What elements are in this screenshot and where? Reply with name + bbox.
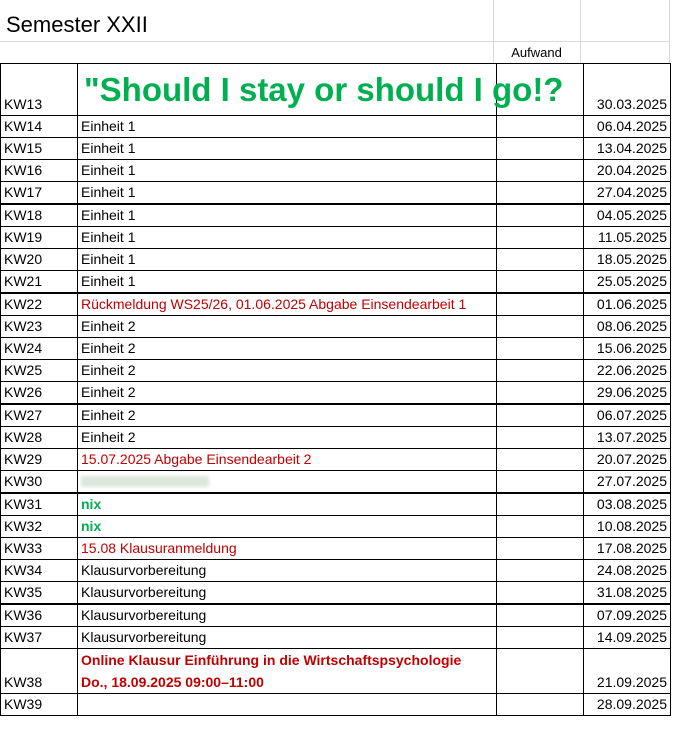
- cell-aufwand[interactable]: [497, 649, 584, 694]
- cell-content[interactable]: Einheit 1: [78, 182, 497, 205]
- cell-kw[interactable]: KW16: [1, 160, 78, 182]
- table-row: [1, 293, 671, 316]
- table-row: [1, 471, 671, 494]
- cell-aufwand[interactable]: [497, 227, 584, 249]
- cell-date[interactable]: 10.08.2025: [584, 516, 671, 538]
- cell-date[interactable]: 31.08.2025: [584, 582, 671, 605]
- cell-date[interactable]: 24.08.2025: [584, 560, 671, 582]
- cell-kw[interactable]: KW17: [1, 182, 78, 205]
- cell-aufwand[interactable]: [497, 116, 584, 138]
- cell-kw[interactable]: KW18: [1, 204, 78, 227]
- cell-kw[interactable]: KW33: [1, 538, 78, 560]
- cell-date[interactable]: 13.07.2025: [584, 427, 671, 449]
- cell-kw[interactable]: KW15: [1, 138, 78, 160]
- table-row: [1, 316, 671, 338]
- cell-date[interactable]: 28.09.2025: [584, 694, 671, 716]
- cell-date[interactable]: 14.09.2025: [584, 627, 671, 649]
- cell-content[interactable]: nix: [78, 493, 497, 516]
- cell-content[interactable]: Einheit 2: [78, 382, 497, 405]
- banner-text[interactable]: "Should I stay or should I go!?: [78, 64, 497, 116]
- table-row: [1, 649, 671, 694]
- cell-date[interactable]: 11.05.2025: [584, 227, 671, 249]
- cell-kw[interactable]: KW21: [1, 271, 78, 294]
- cell-content-redacted[interactable]: [78, 471, 497, 494]
- cell-content[interactable]: Einheit 1: [78, 271, 497, 294]
- cell-aufwand[interactable]: [497, 404, 584, 427]
- cell-date[interactable]: 27.07.2025: [584, 471, 671, 494]
- cell-date[interactable]: 25.05.2025: [584, 271, 671, 294]
- cell-aufwand[interactable]: [497, 516, 584, 538]
- cell-aufwand[interactable]: [497, 449, 584, 471]
- cell-content[interactable]: 15.08 Klausuranmeldung: [78, 538, 497, 560]
- cell-date[interactable]: 06.04.2025: [584, 116, 671, 138]
- cell-aufwand[interactable]: [497, 493, 584, 516]
- cell-date[interactable]: 21.09.2025: [584, 649, 671, 694]
- cell-content[interactable]: Klausurvorbereitung: [78, 627, 497, 649]
- cell-content[interactable]: [78, 694, 497, 716]
- table-row: [1, 404, 671, 427]
- gridline: [669, 0, 670, 63]
- table-row: [1, 516, 671, 538]
- header-aufwand[interactable]: Aufwand: [511, 45, 562, 60]
- cell-aufwand[interactable]: [497, 538, 584, 560]
- table-row: [1, 204, 671, 227]
- cell-aufwand[interactable]: [497, 182, 584, 205]
- cell-content-exam[interactable]: [78, 649, 497, 694]
- redacted-text: [81, 476, 209, 487]
- table-row: [1, 582, 671, 605]
- table-row: [1, 538, 671, 560]
- cell-content[interactable]: Klausurvorbereitung: [78, 582, 497, 605]
- cell-content[interactable]: Einheit 2: [78, 404, 497, 427]
- cell-date[interactable]: 22.06.2025: [584, 360, 671, 382]
- cell-date[interactable]: 15.06.2025: [584, 338, 671, 360]
- table-row: [1, 160, 671, 182]
- cell-content[interactable]: Einheit 1: [78, 227, 497, 249]
- cell-kw[interactable]: KW26: [1, 382, 78, 405]
- cell-aufwand[interactable]: [497, 694, 584, 716]
- cell-content[interactable]: Einheit 2: [78, 316, 497, 338]
- cell-kw[interactable]: KW23: [1, 316, 78, 338]
- cell-kw[interactable]: KW29: [1, 449, 78, 471]
- cell-aufwand[interactable]: [497, 582, 584, 605]
- table-row: [1, 116, 671, 138]
- cell-content[interactable]: Einheit 2: [78, 338, 497, 360]
- cell-aufwand[interactable]: [497, 471, 584, 494]
- table-row: [1, 182, 671, 205]
- cell-kw[interactable]: KW13: [1, 64, 78, 116]
- cell-content[interactable]: Einheit 2: [78, 360, 497, 382]
- sheet-title[interactable]: Semester XXII: [6, 12, 148, 37]
- cell-date[interactable]: 29.06.2025: [584, 382, 671, 405]
- cell-content[interactable]: nix: [78, 516, 497, 538]
- cell-aufwand[interactable]: [497, 204, 584, 227]
- cell-aufwand[interactable]: [497, 604, 584, 627]
- cell-date[interactable]: 06.07.2025: [584, 404, 671, 427]
- cell-date[interactable]: 18.05.2025: [584, 249, 671, 271]
- cell-content[interactable]: Klausurvorbereitung: [78, 604, 497, 627]
- table-row: [1, 360, 671, 382]
- cell-aufwand[interactable]: [497, 316, 584, 338]
- table-row: [1, 493, 671, 516]
- table-row: [1, 64, 671, 116]
- table-row: [1, 249, 671, 271]
- table-row: [1, 138, 671, 160]
- cell-kw[interactable]: KW19: [1, 227, 78, 249]
- gridline: [580, 0, 581, 63]
- gridline: [0, 41, 669, 42]
- cell-kw[interactable]: KW39: [1, 694, 78, 716]
- cell-content[interactable]: Einheit 1: [78, 204, 497, 227]
- cell-content[interactable]: Einheit 1: [78, 249, 497, 271]
- table-row: [1, 627, 671, 649]
- cell-date[interactable]: 08.06.2025: [584, 316, 671, 338]
- cell-kw[interactable]: KW22: [1, 293, 78, 316]
- cell-content[interactable]: Rückmeldung WS25/26, 01.06.2025 Abgabe Einsendearbeit 1: [78, 293, 497, 316]
- exam-datetime: Do., 18.09.2025 09:00–11:00: [81, 674, 264, 690]
- table-row: [1, 427, 671, 449]
- table-row: [1, 227, 671, 249]
- cell-aufwand[interactable]: [497, 138, 584, 160]
- cell-kw[interactable]: KW37: [1, 627, 78, 649]
- exam-title: Online Klausur Einführung in die Wirtschaftspsychologie: [81, 652, 462, 668]
- cell-content[interactable]: Einheit 1: [78, 116, 497, 138]
- cell-aufwand[interactable]: [497, 160, 584, 182]
- cell-date[interactable]: 30.03.2025: [584, 64, 671, 116]
- cell-kw[interactable]: KW25: [1, 360, 78, 382]
- table-row: [1, 382, 671, 405]
- cell-kw[interactable]: KW31: [1, 493, 78, 516]
- cell-aufwand[interactable]: [497, 293, 584, 316]
- cell-aufwand[interactable]: [497, 249, 584, 271]
- cell-kw[interactable]: KW35: [1, 582, 78, 605]
- cell-content[interactable]: Einheit 1: [78, 138, 497, 160]
- cell-content[interactable]: Einheit 1: [78, 160, 497, 182]
- cell-kw[interactable]: KW34: [1, 560, 78, 582]
- cell-kw[interactable]: KW36: [1, 604, 78, 627]
- cell-date[interactable]: 20.07.2025: [584, 449, 671, 471]
- cell-kw[interactable]: KW24: [1, 338, 78, 360]
- cell-kw[interactable]: KW32: [1, 516, 78, 538]
- table-row: [1, 271, 671, 294]
- cell-kw[interactable]: KW38: [1, 649, 78, 694]
- cell-aufwand[interactable]: [497, 360, 584, 382]
- cell-date[interactable]: 20.04.2025: [584, 160, 671, 182]
- cell-aufwand[interactable]: [497, 382, 584, 405]
- table-row: [1, 560, 671, 582]
- cell-content[interactable]: Einheit 2: [78, 427, 497, 449]
- cell-kw[interactable]: KW30: [1, 471, 78, 494]
- cell-kw[interactable]: KW27: [1, 404, 78, 427]
- cell-kw[interactable]: KW28: [1, 427, 78, 449]
- cell-date[interactable]: 07.09.2025: [584, 604, 671, 627]
- table-row: [1, 604, 671, 627]
- cell-date[interactable]: 13.04.2025: [584, 138, 671, 160]
- cell-date[interactable]: 27.04.2025: [584, 182, 671, 205]
- cell-aufwand[interactable]: [497, 627, 584, 649]
- cell-aufwand[interactable]: [497, 560, 584, 582]
- cell-content[interactable]: Klausurvorbereitung: [78, 560, 497, 582]
- cell-content[interactable]: 15.07.2025 Abgabe Einsendearbeit 2: [78, 449, 497, 471]
- semester-plan-table: [0, 63, 671, 716]
- table-row: [1, 449, 671, 471]
- cell-date[interactable]: 04.05.2025: [584, 204, 671, 227]
- cell-date[interactable]: 17.08.2025: [584, 538, 671, 560]
- cell-kw[interactable]: KW20: [1, 249, 78, 271]
- cell-kw[interactable]: KW14: [1, 116, 78, 138]
- cell-aufwand[interactable]: [497, 427, 584, 449]
- cell-date[interactable]: 03.08.2025: [584, 493, 671, 516]
- cell-date[interactable]: 01.06.2025: [584, 293, 671, 316]
- cell-aufwand[interactable]: [497, 271, 584, 294]
- table-row: [1, 694, 671, 716]
- table-row: [1, 338, 671, 360]
- cell-aufwand[interactable]: [497, 338, 584, 360]
